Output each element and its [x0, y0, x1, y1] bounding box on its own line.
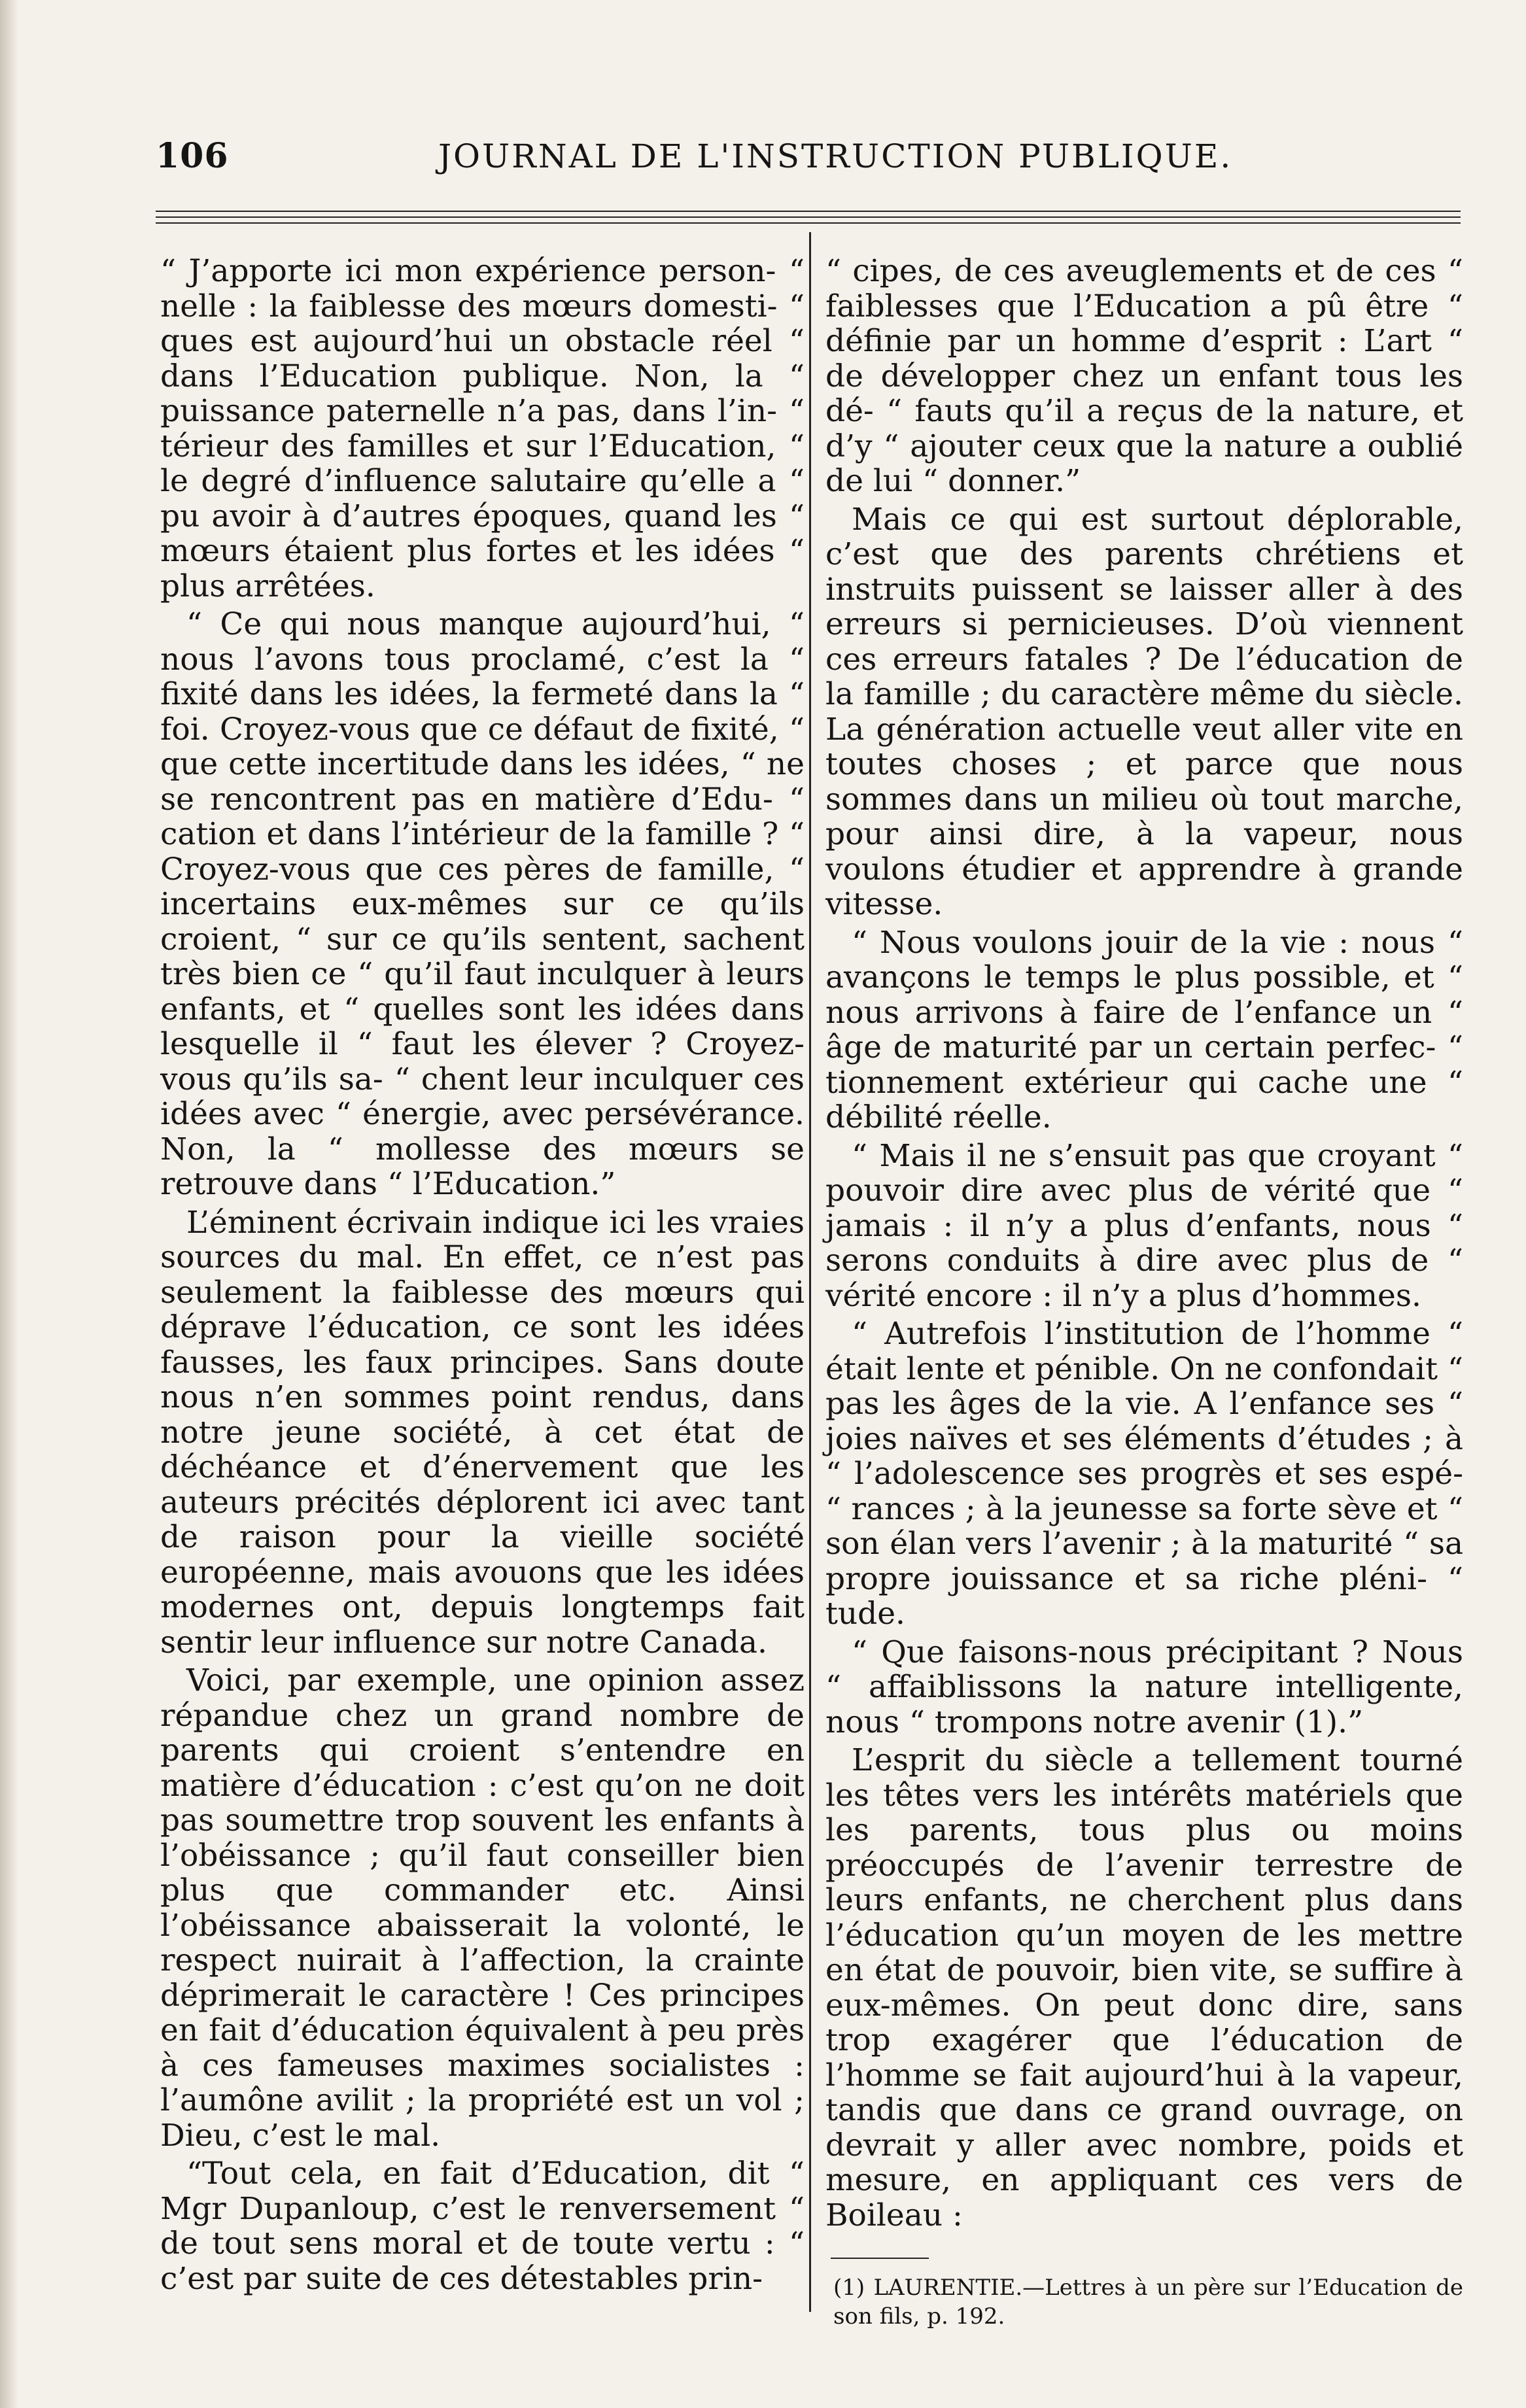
- right-column: [825, 254, 1463, 2331]
- scan-edge: [0, 0, 18, 2408]
- paragraph-quote-jouir: “ Nous voulons jouir de la vie : nous “ avançons le temps le plus possible, et “ nous arrivons à faire de l’enfance un “ âge de maturité par un certain perfec- “ tionnement extérieur qui cache une “ débilité réelle.: [825, 924, 1463, 1135]
- paragraph-quote-dupanloup: “Tout cela, en fait d’Education, dit “ Mgr Dupanloup, c’est le renversement “ de tout sens moral et de toute vertu : “ c’est par suite de ces détestables prin-: [160, 2156, 805, 2297]
- paragraph-quote-fixite: “ Ce qui nous manque aujourd’hui, “ nous l’avons tous proclamé, c’est la “ fixité dans les idées, la fermeté dans la “ foi. Croyez-vous que ce défaut de fixité, “ que cette incertitude dans les idées, “ ne se rencontrent pas en matière d’Edu- “ cation et dans l’intérieur de la famille ? “ Croyez-vous que ces pères de famille, “ incertains eux-mêmes sur ce qu’ils croient, “ sur ce qu’ils sentent, sachent très bien ce “ qu’il faut inculquer à leurs enfants, et “ quelles sont les idées dans lesquelle il “ faut les élever ? Croyez-vous qu’ils sa- “ chent leur inculquer ces idées avec “ énergie, avec persévérance. Non, la “ mollesse des mœurs se retrouve dans “ l’Education.”: [160, 606, 805, 1202]
- header-rule-middle: [156, 216, 1461, 218]
- paragraph-sources-du-mal: L’éminent écrivain indique ici les vraies sources du mal. En effet, ce n’est pas seulement la faiblesse des mœurs qui déprave l’éducation, ce sont les idées fausses, les faux principes. Sans doute nous n’en sommes point rendus, dans notre jeune société, à cet état de déchéance et d’énervement que les auteurs précités déplorent ici avec tant de raison pour la vieille société européenne, mais avouons que les idées modernes ont, depuis longtemps fait sentir leur influence sur notre Canada.: [160, 1204, 805, 1660]
- journal-title: JOURNAL DE L'INSTRUCTION PUBLIQUE.: [438, 137, 1233, 175]
- paragraph-quote-precipitant: “ Que faisons-nous précipitant ? Nous “ affaiblissons la nature intelligente, nous “ trompons notre avenir (1).”: [825, 1634, 1463, 1740]
- paragraph-quote-continued: “ cipes, de ces aveuglements et de ces “ faiblesses que l’Education a pû être “ définie par un homme d’esprit : L’art “ de développer chez un enfant tous les dé- “ fauts qu’il a reçus de la nature, et d’y “ ajouter ceux que la nature a oublié de lui “ donner.”: [825, 253, 1463, 499]
- footnote-separator: [831, 2258, 929, 2259]
- column-divider: [809, 232, 811, 2312]
- footnote: (1) LAURENTIE.—Lettres à un père sur l’Education de son fils, p. 192.: [833, 2275, 1463, 2330]
- paragraph-deplorable: Mais ce qui est surtout déplorable, c’est que des parents chrétiens et instruits puissent se laisser aller à des erreurs si pernicieuses. D’où viennent ces erreurs fatales ? De l’éducation de la famille ; du caractère même du siècle. La génération actuelle veut aller vite en toutes choses ; et parce que nous sommes dans un milieu où tout marche, pour ainsi dire, à la vapeur, nous voulons étudier et apprendre à grande vitesse.: [825, 501, 1463, 922]
- page-number: 106: [156, 136, 229, 176]
- left-column: [160, 254, 805, 2299]
- paragraph-esprit-du-siecle: L’esprit du siècle a tellement tourné les têtes vers les intérêts matériels que les parents, tous plus ou moins préoccupés de l’avenir terrestre de leurs enfants, ne cherchent plus dans l’éducation qu’un moyen de les mettre en état de pouvoir, bien vite, se suffire à eux-mêmes. On peut donc dire, sans trop exagérer que l’éducation de l’homme se fait aujourd’hui à la vapeur, tandis que dans ce grand ouvrage, on devrait y aller avec nombre, poids et mesure, en appliquant ces vers de Boileau :: [825, 1742, 1463, 2233]
- paragraph-opinion-parents: Voici, par exemple, une opinion assez répandue chez un grand nombre de parents qui croient s’entendre en matière d’éducation : c’est qu’on ne doit pas soumettre trop souvent les enfants à l’obéissance ; qu’il faut conseiller bien plus que commander etc. Ainsi l’obéissance abaisserait la volonté, le respect nuirait à l’affection, la crainte déprimerait le caractère ! Ces principes en fait d’éducation équivalent à peu près à ces fameuses maximes socialistes : l’aumône avilit ; la propriété est un vol ; Dieu, c’est le mal.: [160, 1662, 805, 2154]
- paragraph-quote-autrefois: “ Autrefois l’institution de l’homme “ était lente et pénible. On ne confondait “ pas les âges de la vie. A l’enfance ses “ joies naïves et ses éléments d’études ; à “ l’adolescence ses progrès et ses espé- “ rances ; à la jeunesse sa forte sève et “ son élan vers l’avenir ; à la maturité “ sa propre jouissance et sa riche pléni- “ tude.: [825, 1316, 1463, 1632]
- paragraph-quote-experience: “ J’apporte ici mon expérience person- “ nelle : la faiblesse des mœurs domesti- “ ques est aujourd’hui un obstacle réel “ dans l’Education publique. Non, la “ puissance paternelle n’a pas, dans l’in- “ térieur des familles et sur l’Education, “ le degré d’influence salutaire qu’elle a “ pu avoir à d’autres époques, quand les “ mœurs étaient plus fortes et les idées “ plus arrêtées.: [160, 253, 805, 604]
- header-rule-top: [156, 211, 1461, 212]
- header-rule-bottom: [156, 222, 1461, 224]
- paragraph-quote-verite: “ Mais il ne s’ensuit pas que croyant “ pouvoir dire avec plus de vérité que “ jamais : il n’y a plus d’enfants, nous “ serons conduits à dire avec plus de “ vérité encore : il n’y a plus d’hommes.: [825, 1137, 1463, 1314]
